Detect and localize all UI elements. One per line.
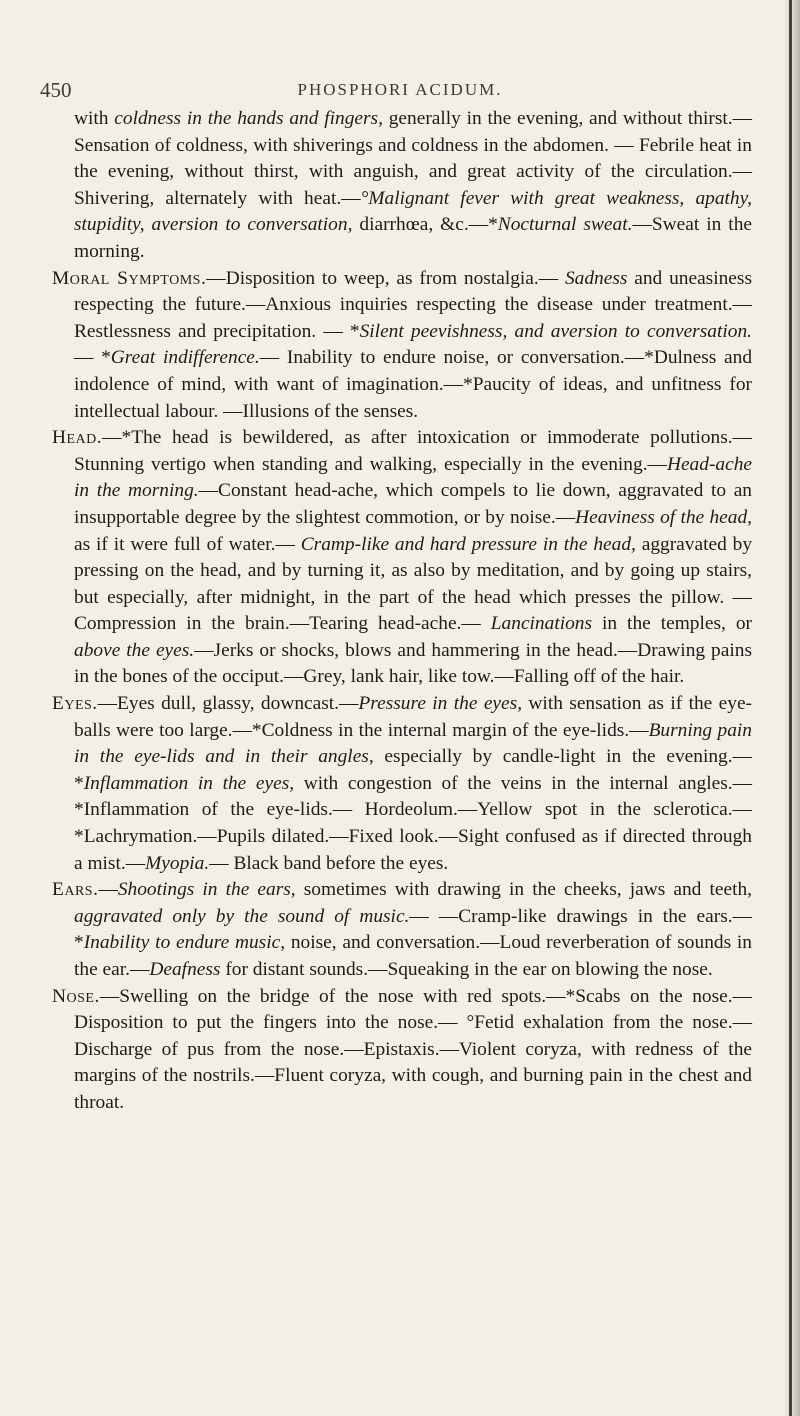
italic-phrase: Heaviness of the head, bbox=[575, 506, 752, 528]
italic-phrase: Great indifference. bbox=[110, 347, 260, 369]
italic-phrase: Burning pain in the eye-lids and in their angles, bbox=[74, 719, 752, 768]
nose-entry: Nose.—Swelling on the bridge of the nose with red spots.—*Scabs on the nose.—Disposition to put the fingers into the nose.— °Fetid exhalation from the nose.—Discharge of pus from the nose.—Epistaxis.—Violent coryza, with redness of the margins of the nostrils.—Fluent coryza, with cough, and burning pain in the chest and throat. bbox=[52, 985, 752, 1113]
italic-phrase: Shootings in the ears, bbox=[117, 879, 296, 901]
eyes-entry: Eyes.—Eyes dull, glassy, downcast.—Pressure in the eyes, with sensation as if the eye-balls were too large.—*Coldness in the internal margin of the eye-lids.—Burning pain in the eye-lids and in their angles, especially by candle-light in the evening.—*Inflammation in the eyes, with congestion of the veins in the internal angles.—*Inflammation of the eye-lids.— Hordeolum.—Yellow spot in the sclerotica.—*Lachrymation.—Pupils dilated.—Fixed look.—Sight confused as if directed through a mist.—Myopia.— Black band before the eyes. bbox=[52, 693, 753, 874]
section-heading: Nose. bbox=[52, 985, 100, 1007]
section-heading: Ears. bbox=[52, 879, 99, 901]
italic-phrase: Head-ache in the morning. bbox=[74, 453, 752, 502]
page-header bbox=[40, 78, 760, 108]
section-heading: Eyes. bbox=[52, 693, 98, 715]
italic-phrase: coldness in the hands and fingers, bbox=[114, 108, 383, 129]
italic-phrase: above the eyes. bbox=[74, 639, 195, 661]
body-text bbox=[52, 106, 752, 1117]
section-heading: Head. bbox=[52, 427, 103, 449]
italic-phrase: Inability to endure music, bbox=[83, 932, 286, 954]
italic-phrase: Inflammation in the eyes, bbox=[83, 772, 295, 794]
italic-phrase: Cramp-like and hard pressure in the head, bbox=[300, 533, 636, 555]
italic-phrase: Lancinations bbox=[490, 613, 593, 635]
moral-symptoms-entry: Moral Symptoms.—Disposition to weep, as from nostalgia.— Sadness and uneasiness respecting the future.—Anxious inquiries respecting the disease under treatment.—Restlessness and precipitation. — *Silent peevishness, and aversion to conversation. — *Great indifference.— Inability to endure noise, or conversation.—*Dulness and indolence of mind, with want of imagination.—*Paucity of ideas, and unfitness for intellectual labour. —Illusions of the senses. bbox=[52, 267, 753, 422]
section-heading: Moral Symptoms. bbox=[52, 267, 207, 289]
italic-phrase: Nocturnal sweat. bbox=[497, 214, 633, 236]
italic-phrase: Deafness bbox=[149, 959, 221, 980]
italic-phrase: Pressure in the eyes, bbox=[358, 693, 523, 715]
head-entry: Head.—*The head is bewildered, as after intoxication or immoderate pollutions.—Stunning vertigo when standing and walking, especially in the evening.—Head-ache in the morning.—Constant head-ache, which compels to lie down, aggravated to an insupportable degree by the slightest commotion, or by noise.—Heaviness of the head, as if it were full of water.— Cramp-like and hard pressure in the head, aggravated by pressing on the head, and by turning it, as also by meditation, and by going up stairs, but especially, after midnight, in the part of the head which presses the pillow. — Compression in the brain.—Tearing head-ache.— Lancinations in the temples, or above the eyes.—Jerks or shocks, blows and hammering in the head.—Drawing pains in the bones of the occiput.—Grey, lank hair, like tow.—Falling off of the hair. bbox=[52, 427, 753, 688]
italic-phrase: aggravated only by the sound of music. bbox=[74, 905, 410, 927]
page-edge-line bbox=[789, 0, 792, 1416]
italic-phrase: Myopia. bbox=[145, 852, 210, 874]
italic-phrase: Sadness bbox=[564, 267, 628, 289]
ears-entry: Ears.—Shootings in the ears, sometimes with drawing in the cheeks, jaws and teeth, aggravated only by the sound of music.— —Cramp-like drawings in the ears.—*Inability to endure music, noise, and conversation.—Loud reverberation of sounds in the ear.—Deafness for distant sounds.—Squeaking in the ear on blowing the nose. bbox=[52, 879, 752, 980]
running-head: PHOSPHORI ACIDUM. bbox=[297, 80, 503, 99]
italic-phrase: Silent peevishness, and aversion to conversation. bbox=[359, 320, 752, 342]
page-number: 450 bbox=[40, 78, 72, 102]
italic-phrase: °Malignant fever with great weakness, apathy, stupidity, aversion to conversation, bbox=[74, 187, 752, 236]
intro-paragraph: with coldness in the hands and fingers, generally in the evening, and without thirst.—Sensation of coldness, with shiverings and coldness in the abdomen. — Febrile heat in the evening, without thirst, with anguish, and great activity of the circulation.—Shivering, alternately with heat.—°Malignant fever with great weakness, apathy, stupidity, aversion to conversation, diarrhœa, &c.—*Nocturnal sweat.—Sweat in the morning. bbox=[74, 108, 752, 262]
